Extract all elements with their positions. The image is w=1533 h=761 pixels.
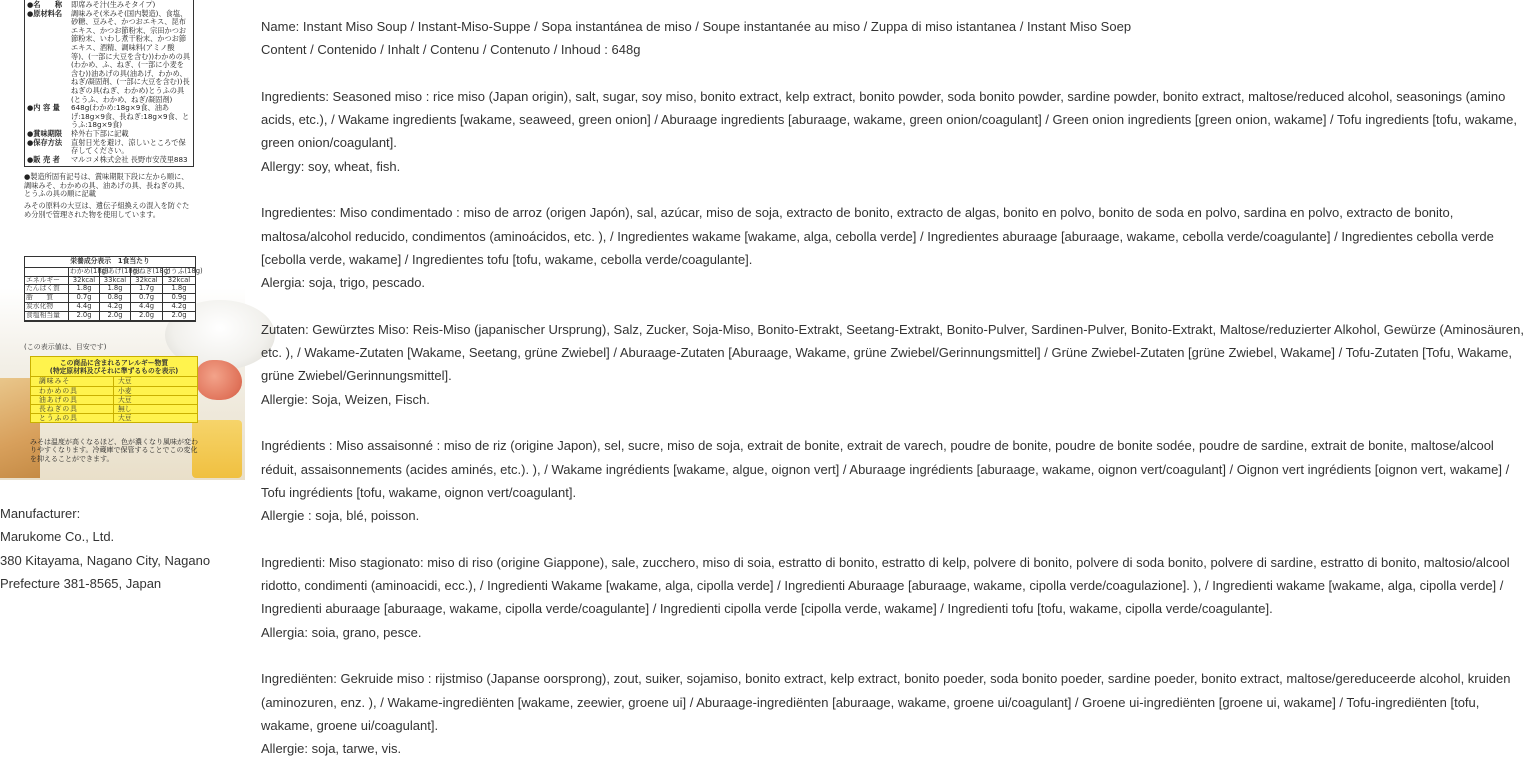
nutrition-cell: 0.9g <box>163 294 195 303</box>
nutrition-cell: 炭水化物 <box>25 303 69 312</box>
spacer <box>261 62 1529 85</box>
nutrition-cell: 2.0g <box>100 312 131 321</box>
nutrition-header: わかめ(18g) <box>70 266 109 275</box>
allergen-item: 油あげの具 <box>31 396 114 404</box>
nutrition-cell: 2.0g <box>163 312 195 321</box>
nutrition-cell: 1.8g <box>163 285 195 294</box>
nutrition-cell: 0.7g <box>131 294 163 303</box>
nutrition-cell: 2.0g <box>131 312 163 321</box>
allergen-table <box>30 356 198 423</box>
jp-value: 調味みそ(米みそ(国内製造)、食塩、砂糖、豆みそ、かつおエキス、昆布エキス、かつお節粉末、宗田かつお節粉末、いわし煮干粉末、かつお節エキス、酒精、調味料(アミノ酸等)、(一部に大豆を含む))わかめの具(わかめ、ふ、ねぎ、(一部に小麦を含む))油あげの具(油あげ、わかめ、ねぎ/凝固剤、(一部に大豆を含む))長ねぎの具(ねぎ、わかめ)とうふの具(とうふ、わかめ、ねぎ/凝固剤) <box>71 8 191 104</box>
ingredients-de: Zutaten: Gewürztes Miso: Reis-Miso (japanischer Ursprung), Salz, Zucker, Soja-Miso, Bonito-Extrakt, Seetang-Extrakt, Bonito-Pulver, Sardinen-Pulver, Bonito-Extrakt, Maltose/reduzierter Alkohol, Gewürze (Aminosäuren, etc. ), / Wakame-Zutaten [Wakame, Seetang, grüne Zwiebel] / Aburaage-Zutaten [Aburaage, Wakame, grüne Zwiebel/Gerinnungsmittel] / Grüne Zwiebel-Zutaten [grüne Zwiebel, Wakame] / Tofu-Zutaten [Tofu, Wakame, grüne Zwiebel/Gerinnungsmittel]. <box>261 321 1524 384</box>
allergen-value: 大豆 <box>118 377 132 386</box>
allergen-row <box>31 396 197 405</box>
jp-row <box>27 104 191 130</box>
jp-value: マルコメ株式会社 長野市安茂里883 <box>71 154 188 164</box>
nutrition-cell: エネルギー <box>25 277 69 286</box>
nutrition-cell: 4.2g <box>100 303 131 312</box>
allergen-item: とうふの具 <box>31 414 114 422</box>
product-description <box>261 15 1529 761</box>
jp-note: ●製造所固有記号は、賞味期限下段に左から順に、調味みそ、わかめの具、油あげの具、長ねぎの具、とうふの具の順に記載 <box>24 172 190 199</box>
manufacturer-line: 380 Kitayama, Nagano City, Nagano <box>0 552 211 568</box>
nutrition-cell: 1.7g <box>131 285 163 294</box>
jp-row <box>27 10 191 105</box>
manufacturer-line: Prefecture 381-8565, Japan <box>0 576 162 592</box>
allergy-es: Alergia: soja, trigo, pescado. <box>261 275 426 291</box>
allergen-value: 大豆 <box>118 414 132 423</box>
jp-key: ●原材料名 <box>27 8 63 18</box>
product-content: Content / Contenido / Inhalt / Contenu / Contenuto / Inhoud : 648g <box>261 42 641 58</box>
product-name: Name: Instant Miso Soup / Instant-Miso-Suppe / Sopa instantánea de miso / Soupe instantanée au miso / Zuppa di miso istantanea / Instant Miso Soep <box>261 19 1132 34</box>
allergen-title: この商品に含まれるアレルギー物質 <box>59 359 169 367</box>
jp-key: ●名 称 <box>27 0 63 9</box>
allergen-row <box>31 387 197 396</box>
jp-notes <box>24 173 194 219</box>
nutrition-cell: 4.4g <box>69 303 100 312</box>
jp-row <box>27 156 191 165</box>
nutrition-cell: 0.7g <box>69 294 100 303</box>
allergen-subtitle: (特定原材料及びそれに準ずるものを表示) <box>49 367 179 376</box>
nutrition-header: とうふ(18g) <box>164 266 203 275</box>
spacer <box>261 411 1529 434</box>
allergen-row <box>31 405 197 414</box>
jp-note: みその原料の大豆は、遺伝子組換えの混入を防ぐため分別で管理された物を使用しています。 <box>24 201 190 219</box>
jp-value: 直射日光を避け、涼しいところで保存してください。 <box>71 137 186 156</box>
jp-key: ●賞味期限 <box>27 128 63 138</box>
nutrition-cell: たんぱく質 <box>25 285 69 294</box>
ingredients-nl: Ingrediënten: Gekruide miso : rijstmiso (Japanse oorsprong), zout, suiker, sojamiso, bonito extract, kelp extract, bonito poeder, soda bonito poeder, sardine poeder, bonito extract, maltose/gereduceerde alcohol, kruiden (aminozuren, enz. ), / Wakame-ingrediënten [wakame, zeewier, groene ui] / Aburaage-ingrediënten [aburaage, wakame, groene ui/coagulant] / Groene ui-ingrediënten [groene ui, wakame] / Tofu-ingrediënten [tofu, wakame, groene ui/coagulant]. <box>261 671 1511 733</box>
spacer <box>261 178 1529 201</box>
allergen-row <box>31 414 197 422</box>
nutrition-header: 長ねぎ(18g) <box>132 266 171 275</box>
manufacturer-heading: Manufacturer: <box>0 506 81 521</box>
nutrition-cell: 32kcal <box>69 277 100 286</box>
nutrition-title: 栄養成分表示 1食当たり <box>25 257 195 268</box>
ingredients-it: Ingredienti: Miso stagionato: miso di riso (origine Giappone), sale, zucchero, miso di soia, estratto di bonito, estratto di kelp, polvere di bonito, polvere di soda bonito, polvere di sardine, estratto di bonito, maltosio/alcool ridotto, condimenti (aminoacidi, ecc.), / Ingredienti Wakame [wakame, alga, cipolla verde] / Ingredienti Aburaage [aburaage, wakame, cipolla verde/coagulazione]. ), / Ingredienti wakame [wakame, alga, cipolla verde] / Ingredienti aburaage [aburaage, wakame, cipolla verde/coagulante] / Ingredienti cipolla verde [cipolla verde, wakame] / Ingredienti tofu [tofu, wakame, cipolla verde/coagulante]. <box>261 554 1510 617</box>
nutrition-cell: 0.8g <box>100 294 131 303</box>
nutrition-cell: 2.0g <box>69 312 100 321</box>
ingredients-en: Ingredients: Seasoned miso : rice miso (Japan origin), salt, sugar, soy miso, bonito extract, kelp extract, bonito powder, soda bonito powder, sardine powder, bonito extract, maltose/reduced alcohol, seasonings (amino acids, etc.), / Wakame ingredients [wakame, seaweed, green onion] / Aburaage ingredients [aburaage, wakame, green onion/coagulant] / Green onion ingredients [green onion, wakame] / Tofu ingredients [tofu, wakame, green onion/coagulant]. <box>261 88 1517 151</box>
jp-key: ●保存方法 <box>27 137 63 147</box>
nutrition-cell: 食塩相当量 <box>25 312 69 321</box>
nutrition-footnote: (この表示値は、目安です) <box>24 343 107 351</box>
spacer <box>261 295 1529 318</box>
jp-ingredient-table <box>24 0 194 167</box>
nutrition-cell: 32kcal <box>163 277 195 286</box>
nutrition-cell: 1.8g <box>100 285 131 294</box>
jp-value: 枠外右下部に記載 <box>71 128 129 138</box>
allergen-item: わかめの具 <box>31 387 114 395</box>
package-label-image <box>0 0 245 480</box>
jp-key: ●内 容 量 <box>27 103 60 113</box>
nutrition-cell: 4.2g <box>163 303 195 312</box>
nutrition-cell: 4.4g <box>131 303 163 312</box>
allergen-value: 無し <box>118 405 132 414</box>
nutrition-grid <box>25 266 203 321</box>
nutrition-cell: 1.8g <box>69 285 100 294</box>
allergen-item: 長ねぎの具 <box>31 405 114 413</box>
manufacturer-info <box>0 502 240 596</box>
spacer <box>261 644 1529 667</box>
ingredients-fr: Ingrédients : Miso assaisonné : miso de riz (origine Japon), sel, sucre, miso de soja, extrait de bonite, extrait de varech, poudre de bonite, poudre de bonite sodée, poudre de sardine, extrait de bonite, maltose/alcool réduit, assaisonnements (acides aminés, etc.). ), / Wakame ingrédients [wakame, algue, oignon vert] / Aburaage ingrédients [aburaage, wakame, oignon vert/coagulant] / Oignon vert ingrédients [oignon vert, wakame] / Tofu ingrédients [tofu, wakame, oignon vert/coagulant]. <box>261 438 1510 500</box>
nutrition-cell: 脂 質 <box>25 294 69 303</box>
salmon-photo <box>196 360 242 400</box>
nutrition-table <box>24 256 203 322</box>
allergen-row <box>31 377 197 386</box>
manufacturer-line: Marukome Co., Ltd. <box>0 529 115 545</box>
spacer <box>261 528 1529 551</box>
nutrition-cell: 33kcal <box>100 277 131 286</box>
jp-value: 648g(わかめ:18g×9食、油あげ:18g×9食、長ねぎ:18g×9食、とうふ:18g×9食) <box>71 103 190 130</box>
jp-ingredient-block <box>24 0 194 222</box>
ingredients-es: Ingredientes: Miso condimentado : miso de arroz (origen Japón), sal, azúcar, miso de soja, extracto de bonito, extracto de algas, bonito en polvo, bonito de soda en polvo, sardina en polvo, extracto de bonito, maltosa/alcohol reducido, condimentos (aminoácidos, etc. ), / Ingredientes wakame [wakame, alga, cebolla verde] / Ingredientes aburaage [aburaage, wakame, cebolla verde/coagulante] / Ingredientes cebolla verde [cebolla verde, wakame] / Ingredientes tofu [tofu, wakame, cebolla verde/coagulante]. <box>261 205 1494 267</box>
jp-key: ●販 売 者 <box>27 154 60 164</box>
nutrition-header: 油あげ(18g) <box>101 266 140 275</box>
allergy-nl: Allergie: soja, tarwe, vis. <box>261 741 402 757</box>
jp-storage-note: みそは温度が高くなるほど、色が濃くなり風味が変わりやすくなります。冷蔵庫で保管することでこの変化を抑えることができます。 <box>30 438 198 463</box>
jp-row <box>27 139 191 156</box>
jp-value: 即席みそ汁(生みそタイプ) <box>71 0 156 9</box>
allergy-de: Allergie: Soja, Weizen, Fisch. <box>261 391 430 407</box>
allergy-it: Allergia: soia, grano, pesce. <box>261 624 422 640</box>
allergen-value: 小麦 <box>118 386 132 395</box>
nutrition-cell: 32kcal <box>131 277 163 286</box>
allergen-item: 調味みそ <box>31 377 114 385</box>
allergen-table-title <box>31 357 197 377</box>
allergy-fr: Allergie : soja, blé, poisson. <box>261 508 420 524</box>
allergen-value: 大豆 <box>118 395 132 404</box>
allergy-en: Allergy: soy, wheat, fish. <box>261 158 401 174</box>
